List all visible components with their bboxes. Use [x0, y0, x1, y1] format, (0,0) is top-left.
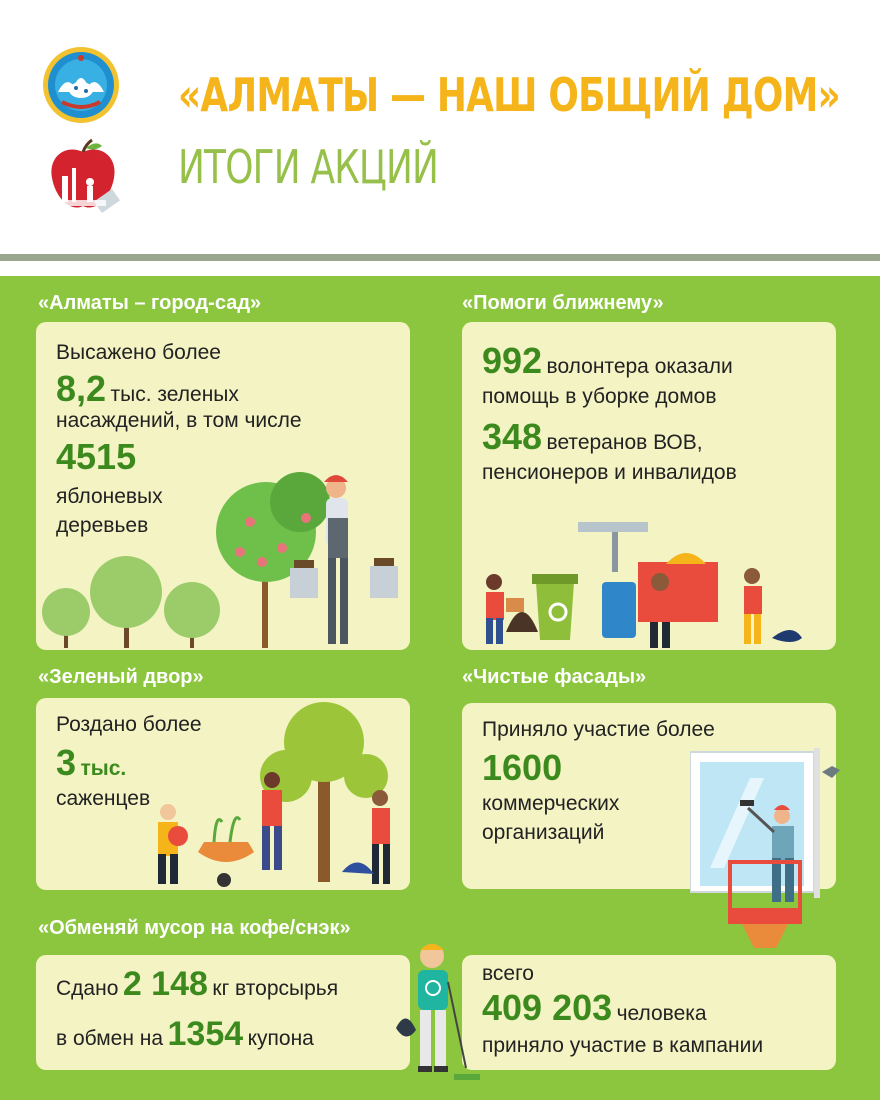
total-line2: человека — [616, 1002, 707, 1025]
facades-line2: коммерческих — [482, 792, 620, 815]
total-num1: 409 203 — [482, 987, 613, 1028]
garden-num2: 4515 — [56, 436, 137, 477]
header-divider — [0, 254, 880, 261]
exchange-num1: 2 148 — [122, 965, 208, 1003]
window-washer-illustration — [690, 748, 850, 954]
gardener-illustration — [36, 462, 410, 650]
help-line4: пенсионеров и инвалидов — [482, 461, 737, 484]
exchange-num2: 1354 — [167, 1015, 244, 1053]
total-line1: всего — [482, 962, 534, 985]
apple-campaign-logo — [44, 138, 122, 216]
card-yard — [36, 698, 410, 890]
card-total — [462, 955, 836, 1070]
exchange-w4: купона — [247, 1027, 314, 1050]
exchange-w3: в обмен на — [56, 1027, 164, 1050]
garden-line4: яблоневых — [56, 485, 163, 508]
card-help — [462, 322, 836, 650]
header — [0, 0, 880, 255]
page-title: «АЛМАТЫ — НАШ ОБЩИЙ ДОМ» — [178, 68, 840, 122]
help-row1 — [482, 340, 733, 382]
exchange-row1 — [56, 965, 338, 1004]
garden-line2: тыс. зеленых — [110, 383, 239, 406]
help-line3: ветеранов ВОВ, — [546, 431, 703, 454]
card-garden — [36, 322, 410, 650]
section-title-help: «Помоги ближнему» — [462, 292, 664, 314]
yard-line3: саженцев — [56, 787, 151, 810]
garden-stat-row — [56, 368, 239, 410]
facades-line1: Приняло участие более — [482, 718, 715, 741]
section-title-exchange: «Обменяй мусор на кофе/снэк» — [38, 917, 351, 939]
garden-num1: 8,2 — [56, 368, 107, 409]
page-subtitle: ИТОГИ АКЦИЙ — [178, 140, 439, 194]
exchange-row2 — [56, 1015, 314, 1054]
help-line1: волонтера оказали — [546, 355, 733, 378]
total-row — [482, 987, 707, 1029]
garden-line3: насаждений, в том числе — [56, 409, 302, 432]
yard-line2: тыс. — [80, 757, 127, 780]
card-exchange — [36, 955, 410, 1070]
help-num2: 348 — [482, 416, 543, 457]
facades-line3: организаций — [482, 821, 605, 844]
facades-num1: 1600 — [482, 747, 563, 788]
exchange-w2: кг вторсырья — [212, 977, 339, 1000]
section-title-yard: «Зеленый двор» — [38, 666, 204, 688]
recycling-volunteer-illustration — [392, 938, 482, 1088]
yard-num1: 3 — [56, 742, 77, 783]
help-line2: помощь в уборке домов — [482, 385, 717, 408]
help-num1: 992 — [482, 340, 543, 381]
garden-line5: деревьев — [56, 514, 149, 537]
almaty-emblem-logo — [42, 46, 120, 124]
cleaning-illustration — [462, 512, 836, 650]
exchange-w1: Сдано — [56, 977, 119, 1000]
yard-stat-row — [56, 742, 126, 784]
section-title-garden: «Алматы – город-сад» — [38, 292, 262, 314]
total-line3: приняло участие в кампании — [482, 1034, 764, 1057]
planting-illustration — [136, 702, 410, 890]
yard-line1: Роздано более — [56, 713, 202, 736]
garden-line1: Высажено более — [56, 341, 221, 364]
section-title-facades: «Чистые фасады» — [462, 666, 647, 688]
help-row2 — [482, 416, 703, 458]
